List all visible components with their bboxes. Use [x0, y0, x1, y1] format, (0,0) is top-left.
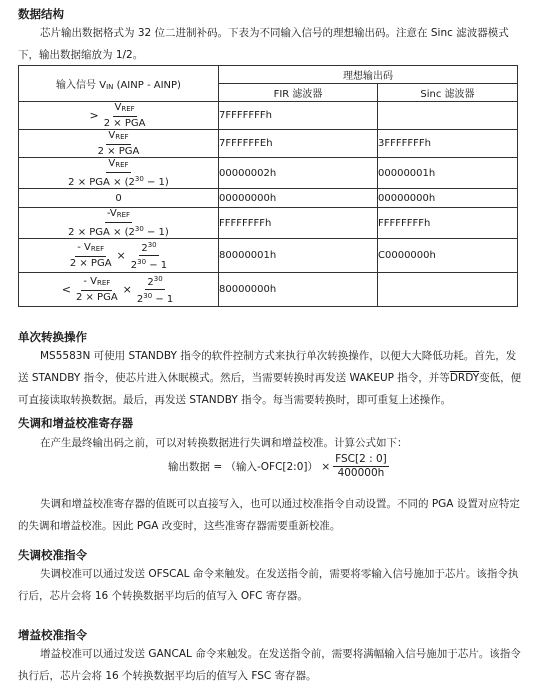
- header-fir-filter: FIR 滤波器: [219, 84, 378, 102]
- minus-one: − 1: [146, 260, 168, 271]
- header-input-signal: [19, 66, 219, 102]
- header-sinc-filter: Sinc 滤波器: [378, 84, 518, 102]
- sinc-cell: FFFFFFFFh: [378, 208, 518, 239]
- sinc-cell: [378, 102, 518, 130]
- fir-cell: FFFFFFFFh: [219, 208, 378, 239]
- table-row: [19, 102, 518, 130]
- table-row: [19, 208, 518, 239]
- denominator: 2 × PGA: [75, 292, 118, 303]
- table-row: [19, 239, 518, 273]
- calibration-detail-text: 失调和增益校准寄存器的值既可以直接写入，也可以通过校准指令自动设置。不同的 PGA 设置对应特定的失调和增益校准。因此 PGA 改变时，这些准寄存器需要重新校准。: [18, 498, 520, 532]
- calibration-intro-text: 在产生最终输出码之前，可以对转换数据进行失调和增益校准。计算公式如下：: [40, 437, 408, 449]
- fir-cell: 80000001h: [219, 239, 378, 273]
- table-row: [19, 158, 518, 189]
- input-cell: [19, 208, 219, 239]
- section-title-single-conversion: 单次转换操作: [18, 330, 87, 344]
- sinc-cell: 00000000h: [378, 189, 518, 208]
- calibration-formula: [168, 454, 389, 479]
- sinc-cell: 00000001h: [378, 158, 518, 189]
- vref-sub: REF: [115, 161, 129, 169]
- single-conversion-text-b: 变低，便可直接读取转换数据。最后，再发送 STANDBY 指令。每当需要转换时，即可重复上述操作。: [18, 372, 522, 406]
- vref-v: V: [108, 130, 116, 141]
- data-structure-text: 芯片输出数据格式为 32 位二进制补码。下表为不同输入信号的理想输出码。注意在 Sinc 滤波器模式下，输出数据缩放为 1/2。: [18, 27, 509, 61]
- input-cell: [19, 130, 219, 158]
- calibration-detail-paragraph: [18, 493, 523, 537]
- input-cell: [19, 273, 219, 307]
- denominator-part: 2 × PGA × (2: [68, 177, 135, 188]
- input-cell: [19, 239, 219, 273]
- greater-than-sign: >: [89, 109, 99, 122]
- calibration-intro-paragraph: [18, 432, 523, 454]
- vref-sub: REF: [96, 279, 111, 287]
- neg-vref-v: - V: [83, 276, 97, 287]
- exponent: 30: [137, 258, 147, 266]
- vref-sub: REF: [90, 245, 105, 253]
- fir-cell: 7FFFFFFFh: [219, 102, 378, 130]
- exponent: 30: [134, 225, 144, 233]
- section-title-data-structure: 数据结构: [18, 7, 64, 21]
- sinc-cell: [378, 273, 518, 307]
- base-two: 2: [141, 243, 148, 254]
- vref-sub: REF: [116, 211, 131, 219]
- offset-calibration-text: 失调校准可以通过发送 OFSCAL 命令来触发。在发送指令前，需要将零输入信号施加于芯片。该指令执行后，芯片会将 16 个转换数据平均后的值写入 OFC 寄存器。: [18, 568, 519, 602]
- base-two: 2: [147, 277, 154, 288]
- neg-vref-v: - V: [77, 242, 91, 253]
- fir-cell: 80000000h: [219, 273, 378, 307]
- sinc-cell: C0000000h: [378, 239, 518, 273]
- times-sign: ×: [116, 249, 126, 262]
- neg-vref-v: -V: [106, 208, 117, 219]
- input-cell: 0: [19, 189, 219, 208]
- section-title-offset-calibration: 失调校准指令: [18, 548, 87, 562]
- data-structure-paragraph: [18, 22, 523, 66]
- section-title-calibration-registers: 失调和增益校准寄存器: [18, 416, 133, 430]
- single-conversion-paragraph: [18, 345, 523, 411]
- header-input-sub: IN: [106, 83, 114, 91]
- formula-lhs: 输出数据 = （输入-OFC[2:0]） ×: [168, 461, 331, 473]
- input-cell: [19, 158, 219, 189]
- vref-v: V: [108, 158, 116, 169]
- input-cell: [19, 102, 219, 130]
- offset-calibration-paragraph: [18, 563, 523, 607]
- ideal-output-code-table: [18, 65, 518, 307]
- sinc-cell: 3FFFFFFFh: [378, 130, 518, 158]
- fir-cell: 00000002h: [219, 158, 378, 189]
- gain-calibration-text: 增益校准可以通过发送 GANCAL 命令来触发。在发送指令前，需要将满幅输入信号施加于芯片。该指令执行后，芯片会将 16 个转换数据平均后的值写入 FSC 寄存器。: [18, 648, 521, 682]
- base-two: 2: [130, 260, 138, 271]
- denominator: 2 × PGA: [69, 258, 112, 269]
- denominator: 2 × PGA: [97, 146, 140, 157]
- header-input-tail: (AINP - AINP): [113, 80, 181, 91]
- denominator: 2 × PGA: [103, 118, 146, 129]
- denominator-tail: − 1): [143, 177, 169, 188]
- vref-sub: REF: [121, 105, 135, 113]
- exponent: 30: [147, 241, 157, 249]
- table-row: [19, 189, 518, 208]
- table-row: [19, 273, 518, 307]
- base-two: 2: [136, 294, 144, 305]
- fir-cell: 00000000h: [219, 189, 378, 208]
- formula-denominator: 400000h: [337, 467, 385, 479]
- times-sign: ×: [122, 283, 132, 296]
- header-ideal-output: 理想输出码: [219, 66, 518, 84]
- exponent: 30: [134, 175, 144, 183]
- vref-sub: REF: [115, 133, 129, 141]
- section-title-gain-calibration: 增益校准指令: [18, 628, 87, 642]
- fir-cell: 7FFFFFFEh: [219, 130, 378, 158]
- header-input-label: 输入信号 V: [56, 80, 107, 91]
- denominator-part: 2 × PGA × (2: [68, 227, 135, 238]
- table-row: [19, 130, 518, 158]
- exponent: 30: [143, 292, 153, 300]
- vref-v: V: [114, 102, 122, 113]
- drdy-signal: DRDY: [449, 372, 480, 384]
- denominator-tail: − 1): [143, 227, 169, 238]
- gain-calibration-paragraph: [18, 643, 523, 687]
- less-than-sign: <: [61, 283, 71, 296]
- minus-one: − 1: [152, 294, 174, 305]
- exponent: 30: [153, 275, 163, 283]
- single-conversion-text-a: MS5583N 可使用 STANDBY 指令的软件控制方式来执行单次转换操作，以便大大降低功耗。首先，发送 STANDBY 指令，使芯片进入休眠模式。然后，当需要转换时再发送 WAKEUP 指令，并等: [18, 350, 517, 384]
- formula-numerator: FSC[2 : 0]: [335, 453, 387, 465]
